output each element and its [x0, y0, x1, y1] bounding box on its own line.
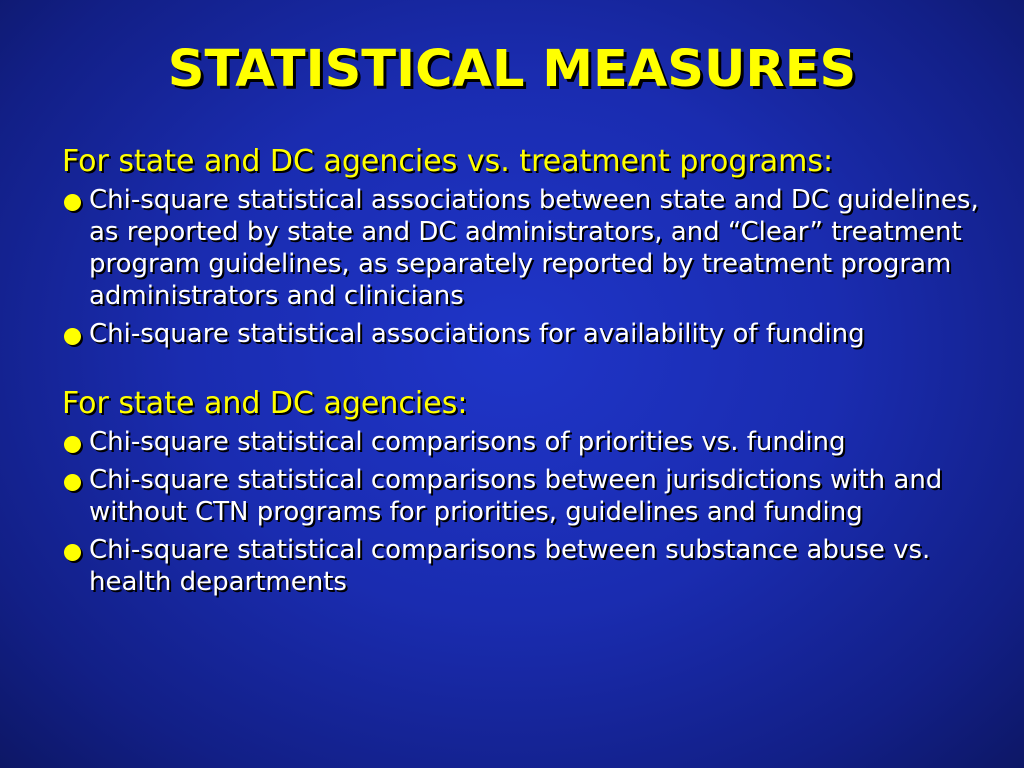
bullet-text: Chi-square statistical comparisons between jurisdictions with and without CTN programs for priorities, guidelines and funding [89, 465, 943, 527]
bullet-item [62, 318, 992, 350]
bullet-icon [64, 474, 81, 491]
bullet-icon [64, 194, 81, 211]
section-agencies [62, 386, 992, 598]
bullet-item [62, 426, 992, 458]
bullet-text: Chi-square statistical comparisons between substance abuse vs. health departments [89, 535, 931, 597]
bullet-item [62, 534, 992, 598]
bullet-item [62, 464, 992, 528]
section-heading: For state and DC agencies vs. treatment programs: [62, 144, 834, 179]
bullet-item [62, 184, 992, 312]
bullet-text: Chi-square statistical associations for availability of funding [89, 319, 865, 349]
bullet-icon [64, 544, 81, 561]
bullet-icon [64, 328, 81, 345]
section-spacer [62, 356, 992, 386]
section-agencies-vs-programs [62, 144, 992, 350]
section-heading: For state and DC agencies: [62, 386, 468, 421]
bullet-text: Chi-square statistical associations between state and DC guidelines, as reported by state and DC administrators, and “Clear” treatment program guidelines, as separately reported by treatment program administrators and clinicians [89, 185, 979, 311]
slide-content [62, 144, 992, 604]
bullet-text: Chi-square statistical comparisons of priorities vs. funding [89, 427, 846, 457]
slide-title: STATISTICAL MEASURES [167, 40, 857, 99]
bullet-icon [64, 436, 81, 453]
